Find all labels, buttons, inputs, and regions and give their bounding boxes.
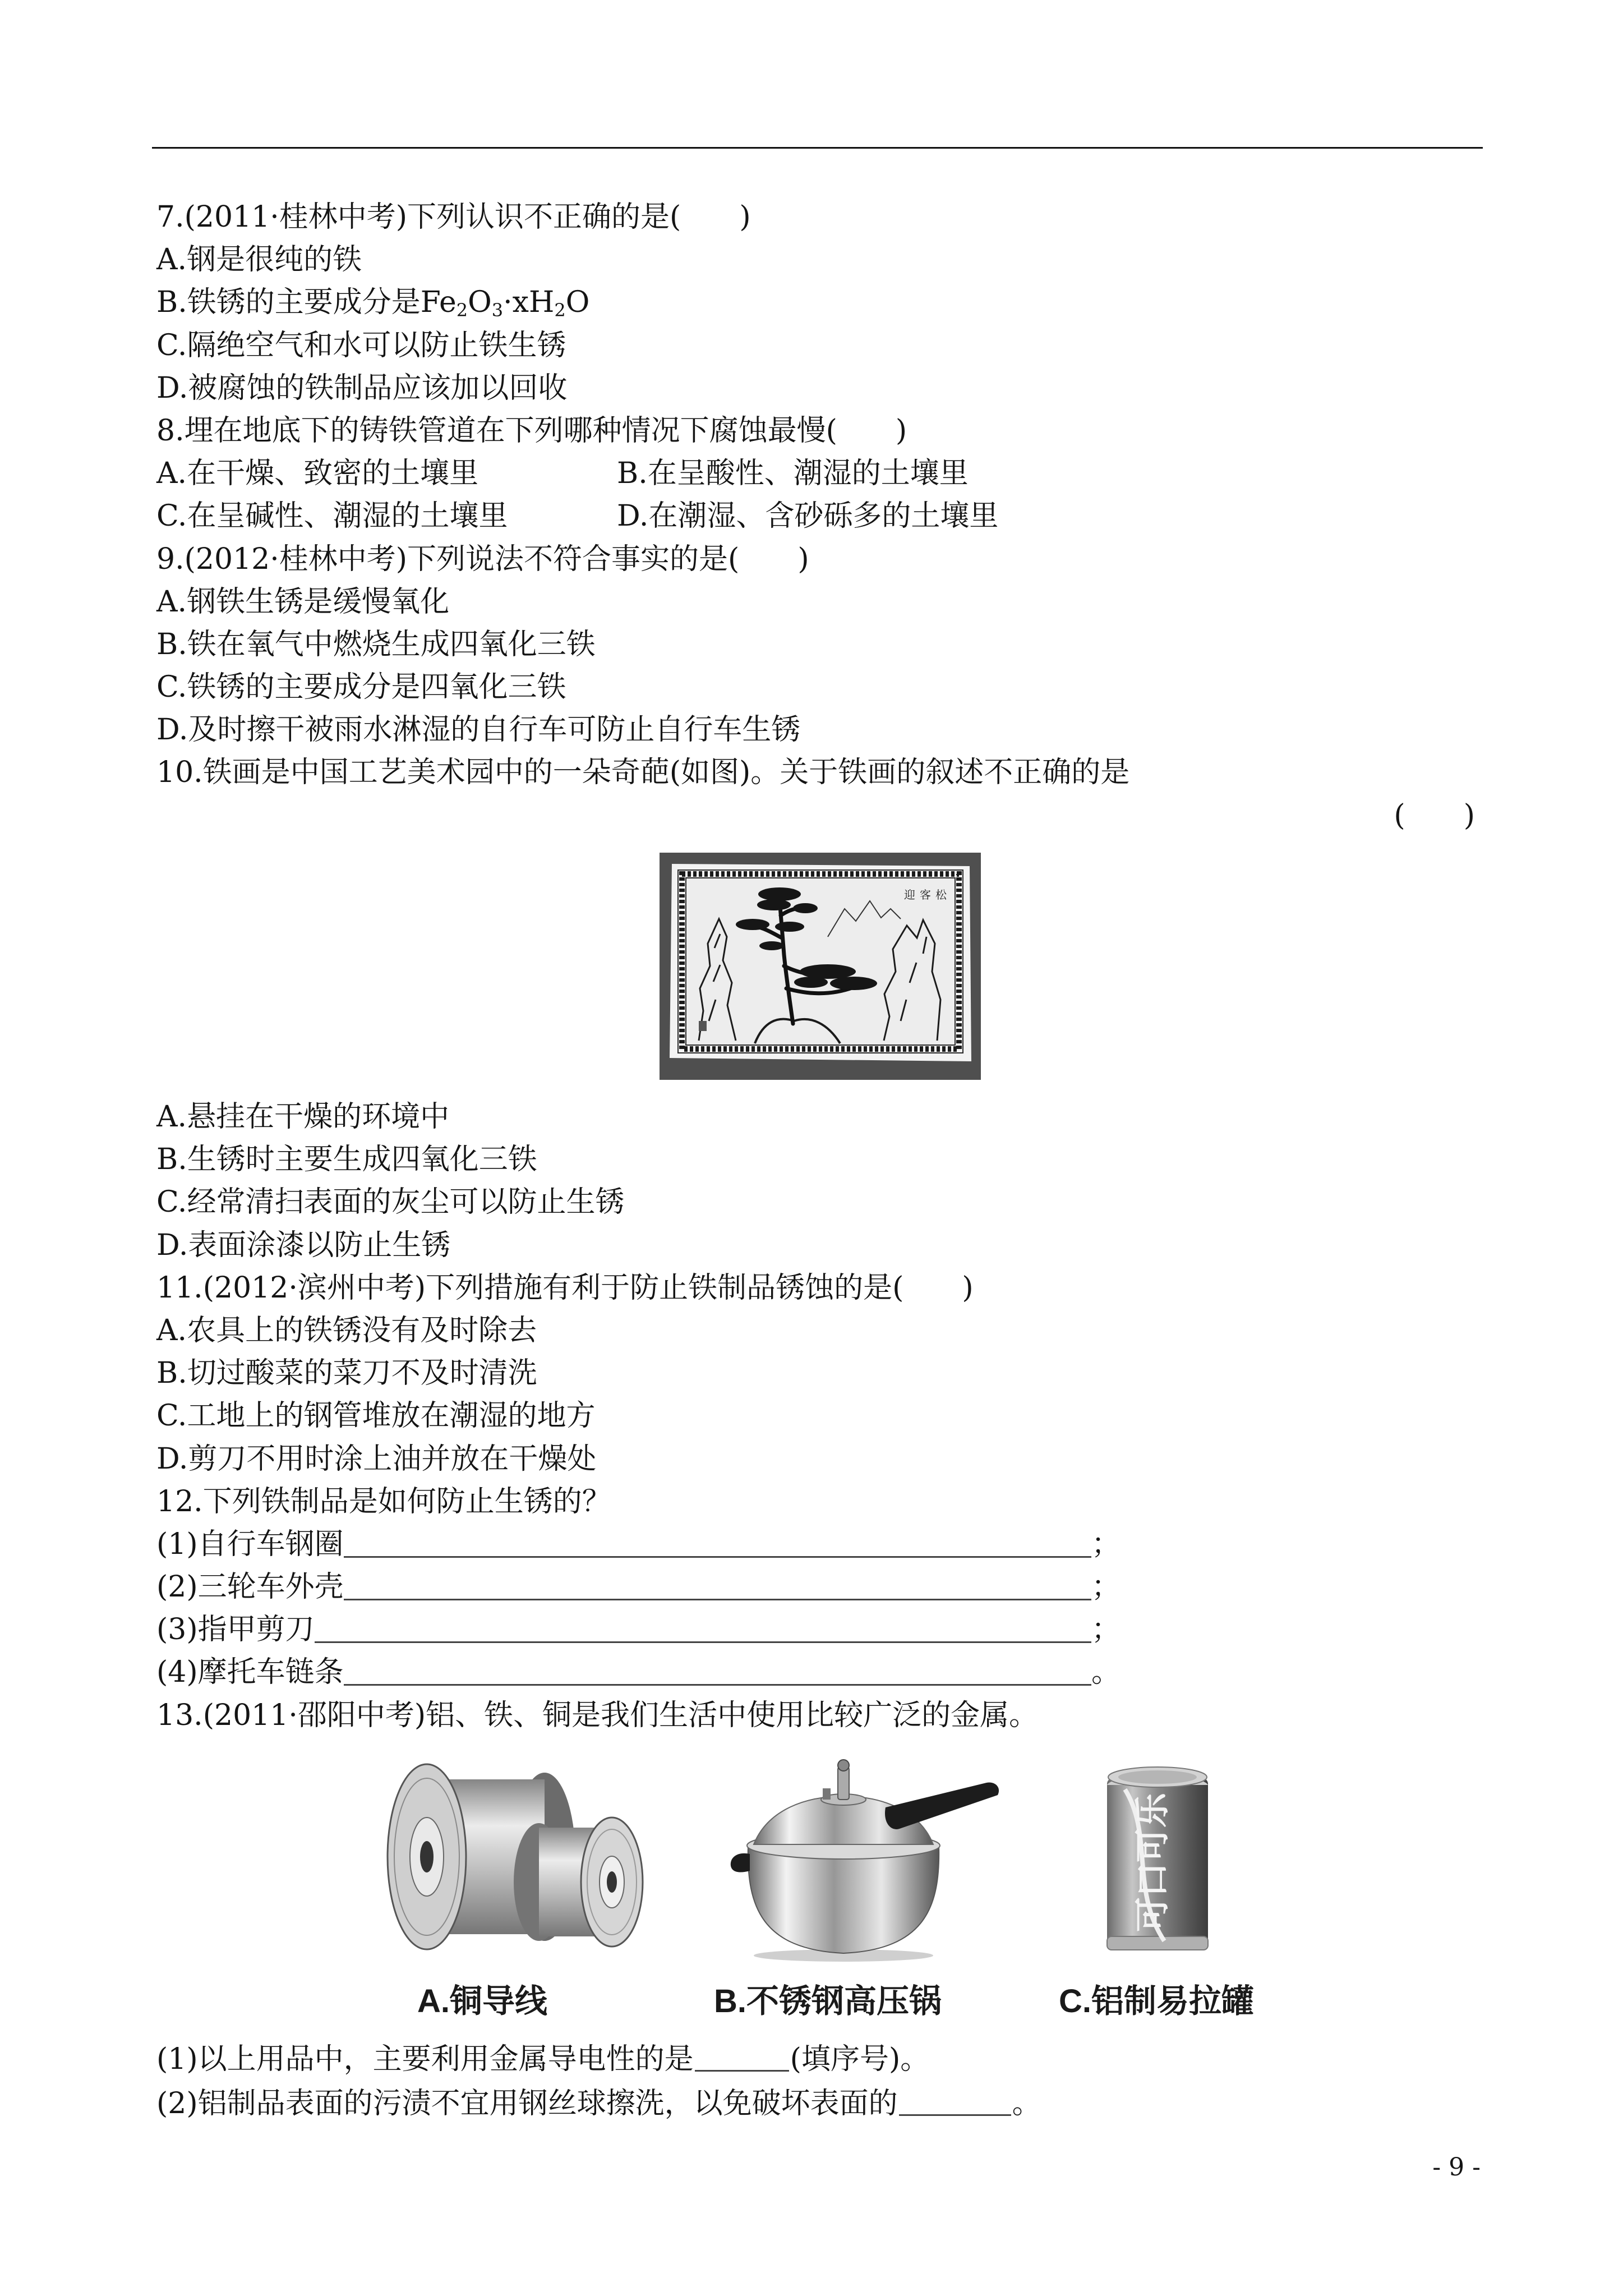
answer-blank [899,2114,1011,2116]
q7-stem: 7.(2011·桂林中考)下列认识不正确的是( ) [156,200,751,234]
aluminum-can-figure [1091,1756,1224,1963]
q11-stem: 11.(2012·滨州中考)下列措施有利于防止铁制品锈蚀的是( ) [156,1271,974,1305]
q7-option-c: C.隔绝空气和水可以防止铁生锈 [156,328,566,362]
painting-inscription: 迎客松 [904,888,951,901]
q8-option-b: B.在呈酸性、潮湿的土壤里 [617,457,969,491]
formula-part: ·xH [503,286,555,320]
figure-caption-a: A.铜导线 [417,1983,548,2019]
q10-option-a: A.悬挂在干燥的环境中 [156,1100,450,1134]
pressure-valve [838,1767,849,1800]
q7-option-b-text: B.铁锈的主要成分是Fe [156,286,457,320]
q8-option-c: C.在呈碱性、潮湿的土壤里 [156,499,508,533]
q13-sub-2-tail: 。 [1012,2087,1041,2120]
q12-item-1 [156,1523,1121,1566]
q11-option-c: C.工地上的钢管堆放在潮湿的地方 [156,1399,596,1433]
formula-part: O [565,286,590,320]
q11-option-b: B.切过酸菜的菜刀不及时清洗 [156,1356,537,1391]
q10-option-d: D.表面涂漆以防止生锈 [156,1228,451,1262]
answer-blank [344,1651,1091,1686]
q12-item-label: (4)摩托车链条 [156,1655,344,1690]
q13-sub-1 [156,2037,1041,2082]
cooker-body [748,1846,939,1953]
cooker-side-handle [731,1853,750,1872]
seal-stamp [699,1021,707,1031]
answer-blank [344,1523,1091,1558]
cooker-long-handle [885,1783,999,1829]
q10-stem: 10.铁画是中国工艺美术园中的一朵奇葩(如图)。关于铁画的叙述不正确的是 [156,756,1130,790]
q7-option-d: D.被腐蚀的铁制品应该加以回收 [156,371,568,405]
figure-caption-b: B.不锈钢高压锅 [714,1983,942,2019]
q12-item-end: 。 [1091,1655,1121,1690]
subscript: 2 [456,300,468,321]
answer-blank [344,1566,1091,1600]
q9-option-c: C.铁锈的主要成分是四氧化三铁 [156,670,566,705]
questions-block-2 [156,1096,1121,1737]
questions-block-3 [156,2037,1041,2126]
q12-item-end: ； [1091,1613,1121,1647]
q9-option-d: D.及时擦干被雨水淋湿的自行车可防止自行车生锈 [156,713,801,747]
q7-option-b [156,281,1475,324]
q11-option-a: A.农具上的铁锈没有及时除去 [156,1313,537,1347]
q7-option-a: A.钢是很纯的铁 [156,243,362,277]
can-bottom-rim [1107,1936,1208,1950]
formula-part: O [468,286,492,320]
answer-blank [315,1608,1091,1643]
q10-answer-paren: ( ) [1394,798,1475,832]
small-spool [514,1818,643,1947]
q12-item-label: (2)三轮车外壳 [156,1570,344,1604]
q13-sub-1-text: (1)以上用品中，主要利用金属导电性的是 [156,2042,694,2076]
q9-option-b: B.铁在氧气中燃烧生成四氧化三铁 [156,627,596,661]
q8-stem: 8.埋在地底下的铸铁管道在下列哪种情况下腐蚀最慢( ) [156,413,907,448]
copper-wire-spools-figure [376,1756,649,1963]
q10-option-b: B.生锈时主要生成四氧化三铁 [156,1143,537,1177]
q12-item-4 [156,1651,1121,1694]
q11-option-d: D.剪刀不用时涂上油并放在干燥处 [156,1442,597,1476]
q8-options-row-1 [156,452,1475,495]
q13-sub-1-tail: (填序号)。 [790,2042,930,2076]
q9-option-a: A.钢铁生锈是缓慢氧化 [156,585,450,619]
q8-options-row-2 [156,495,1475,537]
page-number: - 9 - [1432,2153,1481,2182]
q12-stem: 12.下列铁制品是如何防止生锈的？ [156,1484,611,1519]
q12-item-label: (1)自行车钢圈 [156,1527,344,1561]
q10-option-c: C.经常清扫表面的灰尘可以防止生锈 [156,1185,625,1220]
figure-caption-c: C.铝制易拉罐 [1059,1983,1255,2019]
q13-stem: 13.(2011·邵阳中考)铝、铁、铜是我们生活中使用比较广泛的金属。 [156,1698,1039,1732]
questions-block-1 [156,196,1475,837]
subscript: 3 [491,300,504,321]
q13-sub-2-text: (2)铝制品表面的污渍不宜用钢丝球擦洗，以免破坏表面的 [156,2087,898,2120]
can-logo: 可口可乐 [1132,1792,1173,1932]
q12-item-3 [156,1608,1121,1651]
q12-item-label: (3)指甲剪刀 [156,1613,315,1647]
subscript: 2 [554,300,566,321]
q8-option-d: D.在潮湿、含砂砾多的土壤里 [617,499,999,533]
q13-sub-2 [156,2082,1041,2126]
pressure-cooker-figure [723,1756,1003,1963]
q12-item-2 [156,1566,1121,1608]
iron-painting-figure [660,853,981,1080]
q9-stem: 9.(2012·桂林中考)下列说法不符合事实的是( ) [156,542,809,576]
answer-blank [695,2069,789,2072]
q8-option-a: A.在干燥、致密的土壤里 [156,457,479,491]
q12-item-end: ； [1091,1527,1121,1561]
q12-item-end: ； [1091,1570,1121,1604]
header-rule [152,147,1483,149]
